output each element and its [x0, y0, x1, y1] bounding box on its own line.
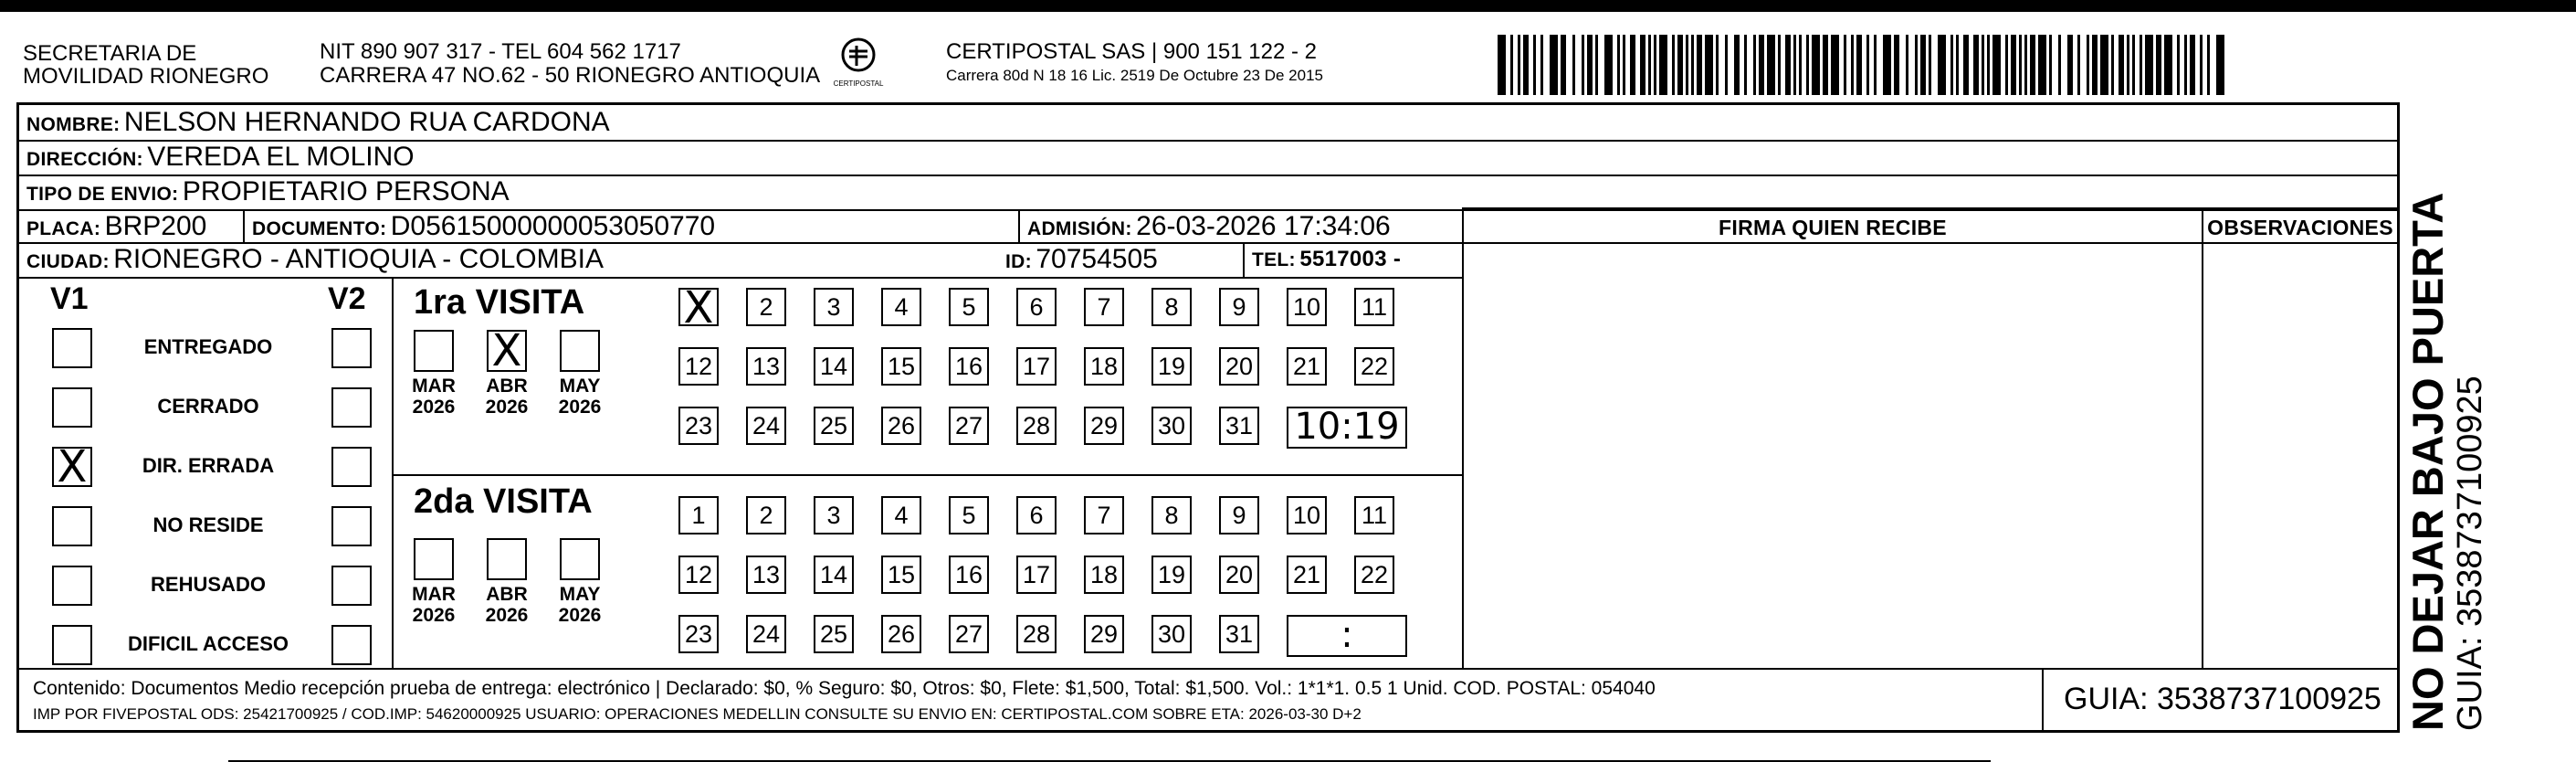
day-number: 7: [1097, 293, 1111, 321]
visit2-day-box[interactable]: [746, 496, 786, 534]
documento-value: D05615000000053050770: [390, 211, 716, 241]
status-label: CERRADO: [157, 395, 259, 418]
day-number: 23: [684, 412, 713, 439]
visit2-day-box[interactable]: [1219, 556, 1259, 594]
visit2-day-box[interactable]: [814, 615, 854, 653]
visit2-time-box[interactable]: [1287, 615, 1407, 657]
v1-checkbox[interactable]: [52, 566, 92, 606]
firma-header: FIRMA QUIEN RECIBE: [1719, 216, 1947, 239]
visit1-day-box[interactable]: [1219, 407, 1259, 445]
visit2-day-box[interactable]: [1354, 496, 1394, 534]
visit2-day-box[interactable]: [1084, 615, 1124, 653]
col-divider: [1243, 242, 1245, 277]
nombre-label: NOMBRE:: [26, 114, 121, 135]
day-number: 13: [752, 353, 781, 380]
barcode: [1498, 35, 2228, 95]
day-number: 18: [1089, 561, 1119, 588]
visit1-day-box[interactable]: [949, 347, 989, 386]
visit2-month-label: [408, 584, 459, 626]
day-number: 9: [1232, 502, 1246, 529]
day-number: 9: [1232, 293, 1246, 321]
visit1-day-box[interactable]: [1151, 347, 1192, 386]
direccion-field: [26, 143, 415, 176]
tel-value: 5517003 -: [1299, 247, 1402, 271]
documento-field: [252, 212, 715, 246]
day-number: 16: [954, 561, 983, 588]
day-number: 11: [1361, 293, 1388, 321]
day-number: 16: [954, 353, 983, 380]
col-divider: [1462, 209, 1464, 668]
visit1-day-box[interactable]: [1219, 288, 1259, 326]
day-number: 2: [759, 293, 773, 321]
visit2-day-box[interactable]: [1219, 496, 1259, 534]
courier-license: Carrera 80d N 18 16 Lic. 2519 De Octubre 23 De 2015: [946, 67, 1323, 84]
visit1-day-box[interactable]: [881, 288, 921, 326]
day-number: 25: [819, 412, 848, 439]
visit1-day-box[interactable]: [746, 407, 786, 445]
time-value: :: [1341, 614, 1353, 656]
x-mark: X: [57, 441, 88, 492]
day-number: 4: [894, 293, 909, 321]
day-number: 6: [1029, 293, 1044, 321]
day-number: 18: [1089, 353, 1119, 380]
day-number: 10: [1292, 502, 1321, 529]
x-mark: X: [683, 282, 714, 333]
tel-field: [1252, 245, 1401, 277]
day-number: 26: [887, 412, 916, 439]
day-number: 10: [1292, 293, 1321, 321]
day-number: 15: [887, 353, 916, 380]
observaciones-header: OBSERVACIONES: [2207, 216, 2393, 239]
visit2-day-box[interactable]: [678, 496, 719, 534]
id-value: 70754505: [1036, 244, 1158, 274]
visit2-day-box[interactable]: [881, 496, 921, 534]
ciudad-field: [26, 245, 604, 279]
day-number: 3: [826, 293, 841, 321]
nombre-value: NELSON HERNANDO RUA CARDONA: [123, 107, 610, 137]
month-year: 2026: [558, 397, 602, 418]
visit1-day-box[interactable]: [814, 407, 854, 445]
visit1-day-box[interactable]: [746, 288, 786, 326]
day-number: 21: [1292, 353, 1321, 380]
side-instruction: [2405, 91, 2489, 731]
visit2-title: 2da VISITA: [414, 482, 593, 521]
sender-line2: MOVILIDAD RIONEGRO: [23, 64, 269, 89]
visit1-day-box[interactable]: [678, 282, 719, 333]
col-divider: [2042, 668, 2044, 732]
visit2-month-box[interactable]: [560, 538, 600, 580]
visit2-day-box[interactable]: [1219, 615, 1259, 653]
visit1-day-box[interactable]: [1151, 407, 1192, 445]
top-border: [0, 0, 2576, 12]
v2-checkbox[interactable]: [331, 387, 372, 428]
footer-guia: GUIA: 3538737100925: [2064, 682, 2381, 716]
visit1-day-box[interactable]: [1016, 407, 1057, 445]
placa-label: PLACA:: [26, 218, 101, 239]
visit2-day-box[interactable]: [1016, 615, 1057, 653]
id-label: ID:: [1005, 251, 1032, 272]
visit2-day-box[interactable]: [678, 556, 719, 594]
visit1-day-box[interactable]: [881, 347, 921, 386]
visit1-day-box[interactable]: [949, 407, 989, 445]
day-number: 24: [752, 412, 781, 439]
day-number: 17: [1022, 561, 1051, 588]
visit2-month-box[interactable]: [487, 538, 527, 580]
nombre-field: [26, 108, 610, 142]
placa-value: BRP200: [104, 211, 207, 241]
visit1-day-box[interactable]: [814, 347, 854, 386]
day-number: 31: [1225, 620, 1254, 648]
day-number: 4: [894, 502, 909, 529]
day-number: 15: [887, 561, 916, 588]
visit2-day-box[interactable]: [814, 496, 854, 534]
day-number: 2: [759, 502, 773, 529]
visit1-month-label: [554, 376, 605, 418]
day-number: 19: [1157, 561, 1186, 588]
day-number: 31: [1225, 412, 1254, 439]
visit2-day-box[interactable]: [746, 556, 786, 594]
day-number: 20: [1225, 561, 1254, 588]
status-label: NO RESIDE: [152, 513, 264, 536]
sender-contact: [320, 40, 820, 88]
visit2-day-box[interactable]: [949, 556, 989, 594]
visit2-day-box[interactable]: [1016, 556, 1057, 594]
day-number: 1: [691, 502, 706, 529]
visit-divider: [392, 474, 1462, 476]
day-number: 29: [1089, 620, 1119, 648]
day-number: 27: [954, 620, 983, 648]
day-number: 20: [1225, 353, 1254, 380]
visit2-day-box[interactable]: [1151, 496, 1192, 534]
month-year: 2026: [412, 605, 456, 626]
visit2-day-box[interactable]: [1151, 556, 1192, 594]
month-name: MAY: [559, 584, 601, 605]
side-guia: GUIA: 3538737100925: [2451, 376, 2489, 731]
v2-checkbox[interactable]: [331, 625, 372, 665]
v1-checkbox[interactable]: [52, 441, 92, 492]
visit2-day-box[interactable]: [1016, 496, 1057, 534]
courier-info: [946, 40, 1323, 88]
row-divider: [1462, 242, 2397, 244]
visit1-day-box[interactable]: [1287, 288, 1327, 326]
admision-value: 26-03-2026 17:34:06: [1136, 211, 1391, 241]
day-number: 5: [962, 293, 976, 321]
day-number: 19: [1157, 353, 1186, 380]
ciudad-value: RIONEGRO - ANTIOQUIA - COLOMBIA: [113, 244, 604, 274]
month-year: 2026: [485, 605, 529, 626]
footer-contents: Contenido: Documentos Medio recepción prueba de entrega: electrónico | Declarado: $0, % Seguro: $0, Otros: $0, Flete: $1,500, Total: $1,500. Vol.: 1*1*1. 0.5 1 Unid. COD. POSTAL: 054040: [33, 678, 1656, 699]
visit1-day-box[interactable]: [1084, 407, 1124, 445]
id-field: [1005, 245, 1158, 279]
visit2-day-box[interactable]: [1287, 496, 1327, 534]
visit1-day-box[interactable]: [1016, 347, 1057, 386]
ciudad-label: CIUDAD:: [26, 251, 110, 272]
status-label: DIFICIL ACCESO: [127, 632, 289, 655]
v1-checkbox[interactable]: [52, 506, 92, 546]
direccion-label: DIRECCIÓN:: [26, 149, 143, 170]
v2-header: V2: [328, 281, 366, 316]
v2-checkbox[interactable]: [331, 328, 372, 368]
day-number: 23: [684, 620, 713, 648]
col-divider: [392, 277, 394, 668]
day-number: 7: [1097, 502, 1111, 529]
admision-label: ADMISIÓN:: [1027, 218, 1132, 239]
visit2-day-box[interactable]: [1151, 615, 1192, 653]
visit2-day-box[interactable]: [1084, 556, 1124, 594]
day-number: 13: [752, 561, 781, 588]
tipo-envio-field: [26, 177, 510, 211]
visit2-day-box[interactable]: [949, 496, 989, 534]
placa-field: [26, 212, 206, 246]
visit1-day-box[interactable]: [678, 347, 719, 386]
visit1-month-box[interactable]: [487, 325, 527, 376]
day-number: 3: [826, 502, 841, 529]
month-name: MAR: [412, 584, 456, 605]
day-number: 27: [954, 412, 983, 439]
day-number: 11: [1361, 502, 1388, 529]
visit1-day-box[interactable]: [1219, 347, 1259, 386]
col-divider: [243, 209, 245, 242]
day-number: 21: [1292, 561, 1321, 588]
visit2-day-box[interactable]: [1287, 556, 1327, 594]
day-number: 28: [1022, 620, 1051, 648]
footer-divider: [19, 668, 2397, 670]
sender-line1: SECRETARIA DE: [23, 41, 197, 66]
visit2-day-box[interactable]: [1354, 556, 1394, 594]
day-number: 28: [1022, 412, 1051, 439]
month-name: MAR: [412, 376, 456, 397]
col-divider: [1018, 209, 1020, 242]
v1-checkbox[interactable]: [52, 387, 92, 428]
day-number: 8: [1164, 502, 1179, 529]
day-number: 5: [962, 502, 976, 529]
delivery-form: [16, 102, 2400, 733]
v1-checkbox[interactable]: [52, 625, 92, 665]
visit1-day-box[interactable]: [1016, 288, 1057, 326]
visit1-time-box[interactable]: [1287, 407, 1407, 449]
day-number: 6: [1029, 502, 1044, 529]
month-year: 2026: [412, 397, 456, 418]
footer-print-info: IMP POR FIVEPOSTAL ODS: 25421700925 / COD.IMP: 54620000925 USUARIO: OPERACIONES MEDELLIN CONSULTE SU ENVIO EN: CERTIPOSTAL.COM SOBRE ETA: 2026-03-30 D+2: [33, 705, 1362, 723]
visit1-month-box[interactable]: [560, 330, 600, 372]
no-dejar-bajo-puerta: NO DEJAR BAJO PUERTA: [2403, 192, 2452, 731]
day-number: 24: [752, 620, 781, 648]
visit2-month-label: [554, 584, 605, 626]
day-number: 26: [887, 620, 916, 648]
visit2-day-box[interactable]: [814, 556, 854, 594]
visit1-title: 1ra VISITA: [414, 283, 585, 322]
visit1-day-box[interactable]: [814, 288, 854, 326]
sender-name: [23, 42, 268, 88]
visit1-day-box[interactable]: [1354, 288, 1394, 326]
day-number: 25: [819, 620, 848, 648]
visit2-month-label: [481, 584, 532, 626]
day-number: 14: [819, 353, 848, 380]
row-divider: [1462, 207, 2397, 209]
month-year: 2026: [558, 605, 602, 626]
courier-line: CERTIPOSTAL SAS | 900 151 122 - 2: [946, 39, 1317, 64]
day-number: 22: [1360, 353, 1389, 380]
day-number: 29: [1089, 412, 1119, 439]
month-year: 2026: [485, 397, 529, 418]
x-mark: X: [491, 325, 522, 376]
visit1-day-box[interactable]: [1287, 347, 1327, 386]
day-number: 8: [1164, 293, 1179, 321]
visit1-day-box[interactable]: [746, 347, 786, 386]
day-number: 17: [1022, 353, 1051, 380]
address-line: CARRERA 47 NO.62 - 50 RIONEGRO ANTIOQUIA: [320, 63, 821, 88]
visit2-day-box[interactable]: [949, 615, 989, 653]
day-number: 14: [819, 561, 848, 588]
status-label: ENTREGADO: [143, 335, 273, 358]
time-value: 10:19: [1294, 406, 1400, 448]
tipo-envio-value: PROPIETARIO PERSONA: [182, 176, 510, 206]
v2-checkbox[interactable]: [331, 566, 372, 606]
day-number: 30: [1157, 412, 1186, 439]
day-number: 22: [1360, 561, 1389, 588]
day-number: 12: [684, 561, 713, 588]
visit2-month-box[interactable]: [414, 538, 454, 580]
documento-label: DOCUMENTO:: [252, 218, 387, 239]
logo-text: CERTIPOSTAL: [833, 79, 884, 88]
certipostal-logo: [833, 35, 884, 90]
visit1-month-box[interactable]: [414, 330, 454, 372]
v2-checkbox[interactable]: [331, 447, 372, 487]
v1-header: V1: [50, 281, 89, 316]
visit2-day-box[interactable]: [678, 615, 719, 653]
visit2-day-box[interactable]: [881, 615, 921, 653]
status-label: DIR. ERRADA: [142, 454, 275, 477]
visit2-day-box[interactable]: [746, 615, 786, 653]
tipo-envio-label: TIPO DE ENVIO:: [26, 184, 179, 205]
v1-checkbox[interactable]: [52, 328, 92, 368]
visit1-month-label: [408, 376, 459, 418]
nit-line: NIT 890 907 317 - TEL 604 562 1717: [320, 39, 681, 64]
month-name: MAY: [559, 376, 601, 397]
admision-field: [1027, 212, 1391, 246]
month-name: ABR: [486, 584, 528, 605]
visit1-day-box[interactable]: [1354, 347, 1394, 386]
tel-label: TEL:: [1252, 249, 1296, 270]
month-name: ABR: [486, 376, 528, 397]
visit1-day-box[interactable]: [678, 407, 719, 445]
visit1-month-label: [481, 376, 532, 418]
visit1-day-box[interactable]: [881, 407, 921, 445]
visit2-day-box[interactable]: [1084, 496, 1124, 534]
status-label: REHUSADO: [151, 573, 266, 596]
visit1-day-box[interactable]: [1084, 288, 1124, 326]
direccion-value: VEREDA EL MOLINO: [147, 142, 415, 172]
visit2-day-box[interactable]: [881, 556, 921, 594]
day-number: 12: [684, 353, 713, 380]
v2-checkbox[interactable]: [331, 506, 372, 546]
visit1-day-box[interactable]: [1151, 288, 1192, 326]
day-number: 30: [1157, 620, 1186, 648]
visit1-day-box[interactable]: [949, 288, 989, 326]
col-divider: [2202, 209, 2203, 668]
visit1-day-box[interactable]: [1084, 347, 1124, 386]
